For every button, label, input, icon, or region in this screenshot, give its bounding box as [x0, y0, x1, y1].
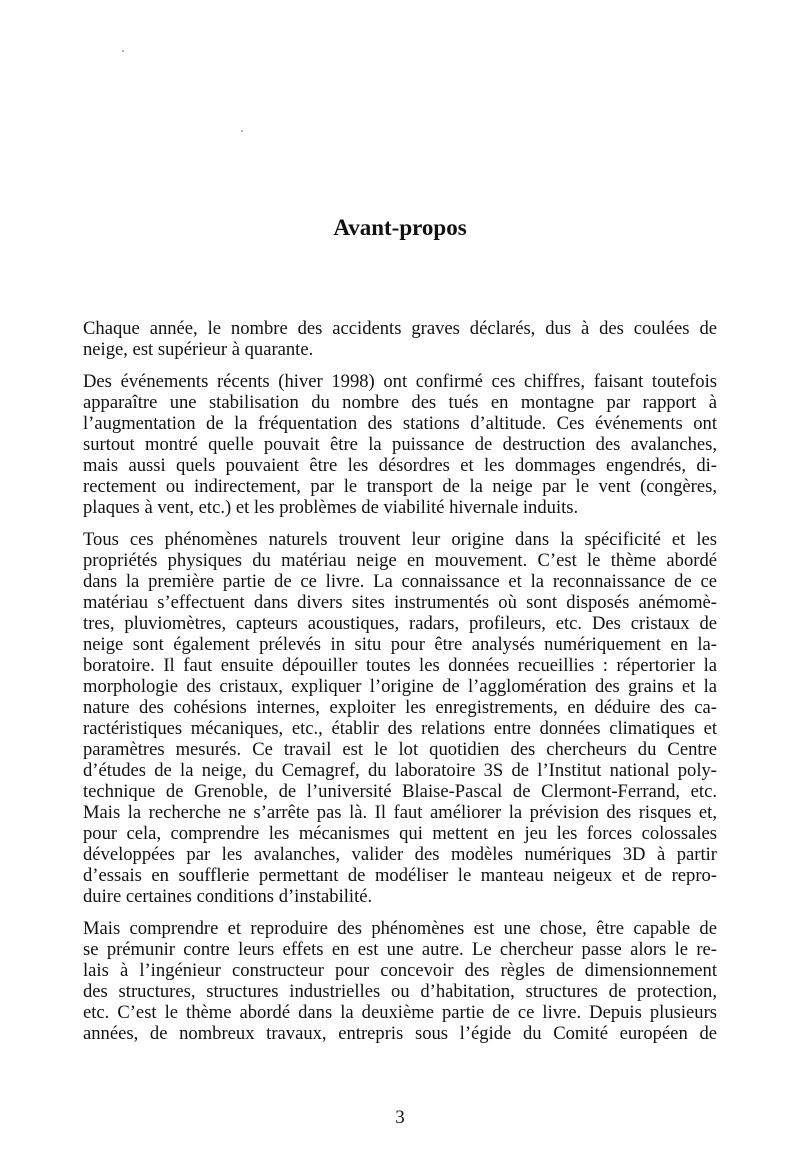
text-line: pour cela, comprendre les mécanismes qui mettent en jeu les forces colossales	[83, 823, 717, 844]
text-line: mais aussi quels pouvaient être les désordres et les dommages engendrés, di-	[83, 455, 717, 476]
text-line: surtout montré quelle pouvait être la puissance de destruction des avalanches,	[83, 434, 717, 455]
text-line: Des événements récents (hiver 1998) ont confirmé ces chiffres, faisant toutefois	[83, 371, 717, 392]
text-line: matériau s’effectuent dans divers sites instrumentés où sont disposés anémomè-	[83, 592, 717, 613]
text-line: neige sont également prélevés in situ pour être analysés numériquement en la-	[83, 634, 717, 655]
text-line: Tous ces phénomènes naturels trouvent leur origine dans la spécificité et les	[83, 529, 717, 550]
text-line: Mais la recherche ne s’arrête pas là. Il faut améliorer la prévision des risques et,	[83, 802, 717, 823]
text-line: se prémunir contre leurs effets en est une autre. Le chercheur passe alors le re-	[83, 939, 717, 960]
paragraph	[83, 318, 717, 360]
scan-speck	[241, 130, 243, 132]
paragraph	[83, 529, 717, 907]
text-line: boratoire. Il faut ensuite dépouiller toutes les données recueillies : répertorier la	[83, 655, 717, 676]
text-line: l’augmentation de la fréquentation des stations d’altitude. Ces événements ont	[83, 413, 717, 434]
text-line: morphologie des cristaux, expliquer l’origine de l’agglomération des grains et la	[83, 676, 717, 697]
text-line: tres, pluviomètres, capteurs acoustiques, radars, profileurs, etc. Des cristaux de	[83, 613, 717, 634]
page-title: Avant-propos	[333, 215, 467, 241]
text-line: duire certaines conditions d’instabilité.	[83, 886, 373, 907]
text-line: propriétés physiques du matériau neige en mouvement. C’est le thème abordé	[83, 550, 717, 571]
text-line: d’études de la neige, du Cemagref, du laboratoire 3S de l’Institut national poly-	[83, 760, 717, 781]
text-line: rectement ou indirectement, par le transport de la neige par le vent (congères,	[83, 476, 717, 497]
page-number: 3	[395, 1107, 405, 1128]
text-line: technique de Grenoble, de l’université Blaise-Pascal de Clermont-Ferrand, etc.	[83, 781, 717, 802]
text-line: nature des cohésions internes, exploiter les enregistrements, en déduire des ca-	[83, 697, 717, 718]
text-line: des structures, structures industrielles ou d’habitation, structures de protection,	[83, 981, 717, 1002]
paragraph	[83, 371, 717, 518]
scan-speck	[122, 50, 124, 52]
text-line: plaques à vent, etc.) et les problèmes de viabilité hivernale induits.	[83, 497, 579, 518]
text-line: d’essais en soufflerie permettant de modéliser le manteau neigeux et de repro-	[83, 865, 717, 886]
text-line: développées par les avalanches, valider des modèles numériques 3D à partir	[83, 844, 717, 865]
text-line: lais à l’ingénieur constructeur pour concevoir des règles de dimensionnement	[83, 960, 717, 981]
body-text	[83, 318, 717, 1055]
text-line: Chaque année, le nombre des accidents graves déclarés, dus à des coulées de	[83, 318, 717, 339]
text-line: dans la première partie de ce livre. La connaissance et la reconnaissance de ce	[83, 571, 717, 592]
text-line: Mais comprendre et reproduire des phénomènes est une chose, être capable de	[83, 918, 717, 939]
text-line: etc. C’est le thème abordé dans la deuxième partie de ce livre. Depuis plusieurs	[83, 1002, 717, 1023]
paragraph	[83, 918, 717, 1044]
text-line: neige, est supérieur à quarante.	[83, 339, 314, 360]
text-line: ractéristiques mécaniques, etc., établir des relations entre données climatiques et	[83, 718, 717, 739]
text-line: paramètres mesurés. Ce travail est le lot quotidien des chercheurs du Centre	[83, 739, 717, 760]
text-line: apparaître une stabilisation du nombre des tués en montagne par rapport à	[83, 392, 717, 413]
text-line: années, de nombreux travaux, entrepris sous l’égide du Comité européen de	[83, 1023, 717, 1044]
